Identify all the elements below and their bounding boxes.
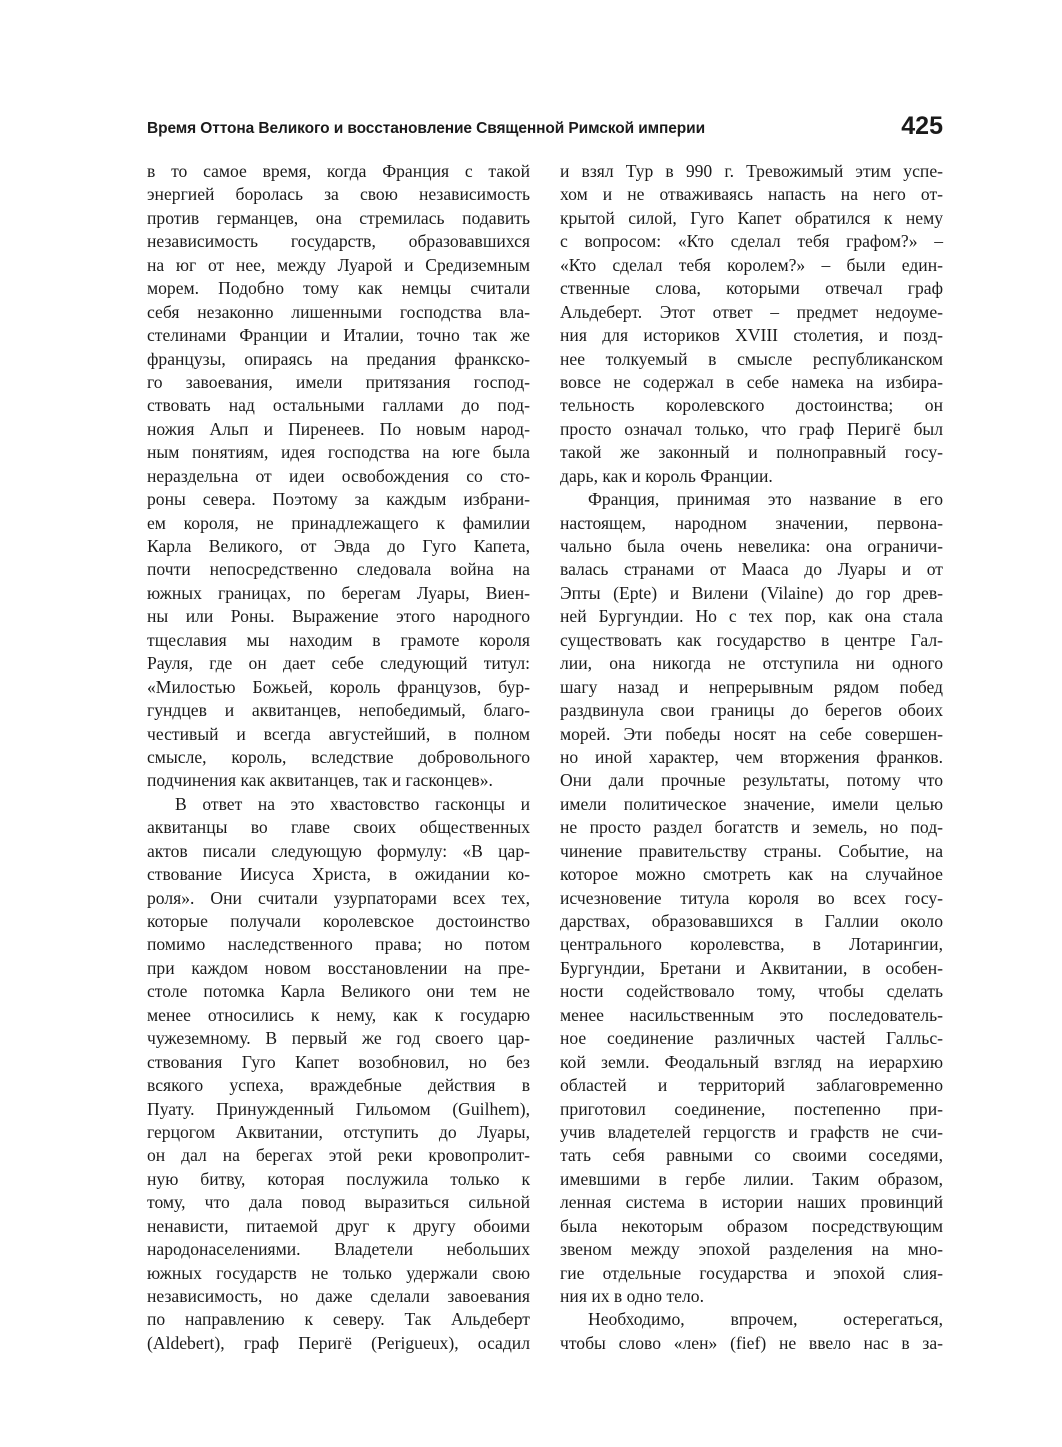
text-line: чужеземному. В первый же год своего цар- [147, 1028, 530, 1049]
text-line: Франция, принимая это название в его [588, 489, 943, 510]
text-line: ным понятиям, идея господства на юге была [147, 442, 530, 463]
text-line: ствования Гуго Капет возобновил, но без [147, 1051, 530, 1072]
text-line: честивый и всегда августейший, в полном [147, 723, 530, 744]
text-line: Альдеберт. Этот ответ – предмет недоуме- [560, 301, 943, 322]
text-line: морей. Эти победы носят на себе совершен- [560, 723, 943, 744]
text-line: Необходимо, впрочем, остерегаться, [588, 1309, 943, 1330]
text-line: герцогом Аквитании, отступить до Луары, [147, 1121, 530, 1142]
text-line: тельность королевского достоинства; он [560, 395, 943, 416]
text-line: роля». Они считали узурпаторами всех тех, [147, 887, 530, 908]
text-line: Карла Великого, от Эвда до Гуго Капета, [147, 536, 530, 556]
text-line: южных границах, по берегам Луары, Виен- [147, 582, 530, 603]
text-line: по направлению к северу. Так Альдеберт [147, 1309, 530, 1330]
text-line: ны или Роны. Выражение этого народного [147, 606, 530, 627]
text-line: тщеславия мы находим в грамоте короля [147, 629, 530, 650]
running-head [147, 112, 943, 152]
text-line: Они дали прочные результаты, потому что [560, 770, 943, 791]
text-line: Эпты (Epte) и Вилени (Vilaine) до гор древ- [560, 582, 943, 603]
text-line: подчинения как аквитанцев, так и гасконцев». [147, 770, 493, 791]
text-line: ней Бургундии. Но с тех пор, как она стала [560, 606, 943, 627]
text-line: которые получали королевское достоинство [147, 911, 530, 931]
text-line: существовать как государство в центре Гал- [560, 629, 943, 650]
text-line: центрального королевства, в Лотарингии, [560, 934, 943, 955]
text-line: кой земли. Феодальный взгляд на иерархию [560, 1051, 943, 1072]
text-line: ное соединение различных частей Галльс- [560, 1028, 943, 1049]
text-line: менее относились к нему, как к государю [147, 1004, 530, 1025]
text-line: почти непосредственно следовала война на [147, 559, 530, 580]
text-line: настоящем, народном значении, первона- [560, 512, 943, 533]
text-line: ственные слова, которыми отвечал граф [560, 278, 943, 299]
text-line: крытой силой, Гуго Капет обратился к нему [560, 207, 943, 228]
text-line: тать себя равными со своими соседями, [560, 1145, 943, 1166]
text-line: ности содействовало тому, чтобы сделать [560, 981, 943, 1002]
text-line: ленная система в истории наших провинций [560, 1192, 943, 1213]
text-line: актов писали следующую формулу: «В цар- [147, 840, 530, 861]
text-line: аквитанцы во главе своих общественных [147, 817, 530, 838]
text-line: нераздельна от идеи освобождения со сто- [147, 465, 530, 486]
text-line: учив владетелей герцогств и графств не счи- [560, 1121, 943, 1142]
text-line: чтобы слово «лен» (fief) не ввело нас в за- [560, 1332, 943, 1353]
text-line: на юг от нее, между Луарой и Средиземным [147, 254, 530, 275]
running-title: Время Оттона Великого и восстановление Священной Римской империи [147, 120, 706, 137]
text-line: ненависти, питаемой друг к другу обоими [147, 1215, 530, 1236]
text-line: была некоторым образом посредствующим [560, 1215, 943, 1236]
text-line: Пуату. Принужденный Гильомом (Guilhem), [147, 1098, 530, 1119]
text-line: хом и не отваживаясь напасть на него от- [560, 184, 943, 205]
text-line: звеном между эпохой разделения на мно- [560, 1239, 943, 1260]
text-line: с вопросом: «Кто сделал тебя графом?» – [560, 231, 943, 252]
text-line: шагу назад и непрерывным рядом побед [560, 676, 943, 697]
text-line: лии, она никогда не отступила ни одного [560, 653, 943, 674]
text-line: независимость, но даже сделали завоевания [147, 1286, 530, 1306]
text-line: всякого успеха, враждебные действия в [147, 1075, 530, 1096]
text-line: го завоевания, имели притязания господ- [147, 371, 530, 392]
text-line: и взял Тур в 990 г. Тревожимый этим успе- [560, 161, 943, 181]
text-line: просто означал только, что граф Перигё был [560, 418, 943, 439]
text-line: нее толкуемый в смысле республиканском [560, 348, 943, 369]
text-column-right [560, 160, 943, 1355]
text-line: против германцев, она стремилась подавить [147, 207, 530, 228]
text-line: смысле, король, вследствие добровольного [147, 746, 530, 767]
text-line: столе потомка Карла Великого они тем не [147, 981, 530, 1002]
text-line: морем. Подобно тому как немцы считали [147, 278, 530, 299]
text-line: ную битву, которая послужила только к [147, 1168, 530, 1189]
text-line: но иной характер, чем вторжения франков. [560, 746, 943, 767]
text-line: ствование Иисуса Христа, в ожидании ко- [147, 864, 530, 885]
text-line: чинение правительству страны. Событие, на [560, 840, 943, 861]
text-line: ем короля, не принадлежащего к фамилии [147, 512, 530, 533]
text-line: «Кто сделал тебя королем?» – были един- [560, 254, 943, 275]
text-line: областей и территорий заблаговременно [560, 1075, 943, 1096]
text-line: не просто раздел богатств и земель, но под- [560, 817, 943, 838]
text-line: тому, что дала повод выразиться сильной [147, 1192, 530, 1213]
text-line: (Aldebert), граф Перигё (Perigueux), осадил [147, 1332, 530, 1353]
text-line: гундцев и аквитанцев, непобедимый, благо- [147, 700, 530, 721]
text-line: дарь, как и король Франции. [560, 465, 773, 486]
text-line: помимо наследственного права; но потом [147, 934, 530, 955]
text-line: ния их в одно тело. [560, 1286, 704, 1306]
text-line: роны севера. Поэтому за каждым избрани- [147, 489, 530, 510]
text-line: стелинами Франции и Италии, точно так же [147, 325, 530, 346]
text-line: менее насильственным это последователь- [560, 1004, 943, 1025]
text-line: такой же законный и полноправный госу- [560, 442, 943, 463]
text-line: при каждом новом восстановлении на пре- [147, 957, 530, 978]
text-line: раздвинула свои границы до берегов обоих [560, 700, 943, 721]
text-line: французы, опираясь на предания франкско- [147, 348, 530, 369]
text-line: народонаселениями. Владетели небольших [147, 1239, 530, 1260]
text-line: чально была очень невелика: она ограничи- [560, 536, 943, 556]
text-line: валась странами от Мааса до Луары и от [560, 559, 943, 580]
text-line: Бургундии, Бретани и Аквитании, в особен- [560, 957, 943, 978]
text-line: приготовил соединение, постепенно при- [560, 1098, 943, 1119]
text-line: ножия Альп и Пиренеев. По новым народ- [147, 418, 530, 439]
text-line: которое можно смотреть как на случайное [560, 864, 943, 885]
text-line: дарствах, образовавшихся в Галлии около [560, 911, 943, 931]
text-line: вовсе не содержал в себе намека на избира- [560, 371, 943, 392]
text-line: энергией боролась за свою независимость [147, 184, 530, 205]
text-line: имели политическое значение, имели целью [560, 793, 943, 814]
text-line: в то самое время, когда Франция с такой [147, 161, 530, 181]
text-line: независимость государств, образовавшихся [147, 231, 530, 252]
page-number: 425 [901, 112, 943, 140]
text-line: имевшими в гербе лилии. Таким образом, [560, 1168, 943, 1189]
text-line: он дал на берегах этой реки кровопролит- [147, 1145, 530, 1166]
text-line: В ответ на это хвастовство гасконцы и [175, 793, 530, 814]
text-line: «Милостью Божьей, король французов, бур- [147, 676, 530, 697]
text-line: южных государств не только удержали свою [147, 1262, 530, 1283]
text-line: Рауля, где он дает себе следующий титул: [147, 653, 530, 674]
text-line: себя незаконно лишенными господства вла- [147, 301, 530, 322]
text-line: гие отдельные государства и эпохой слия- [560, 1262, 943, 1283]
text-line: ствовать над остальными галлами до под- [147, 395, 530, 416]
text-line: исчезновение титула короля во всех госу- [560, 887, 943, 908]
text-column-left [147, 160, 530, 1355]
text-line: ния для историков XVIII столетия, и позд- [560, 325, 943, 346]
